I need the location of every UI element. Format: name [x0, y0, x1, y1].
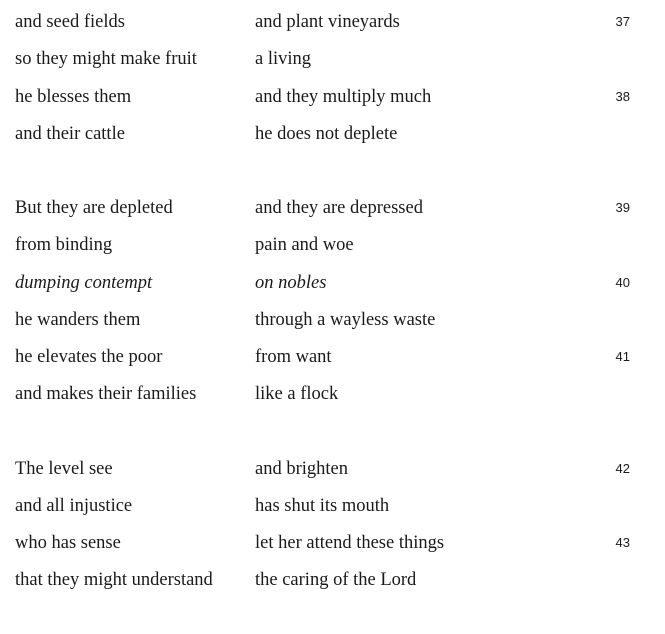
- line-right-text: he does not deplete: [255, 124, 398, 144]
- verse-number: 41: [615, 349, 630, 364]
- line-left-text: from binding: [15, 235, 113, 255]
- line-right-text: pain and woe: [255, 235, 354, 255]
- line-left-text: dumping contempt: [15, 273, 153, 293]
- poem-line: [0, 566, 665, 594]
- line-left-text: and all injustice: [15, 496, 133, 516]
- verse-number: 39: [615, 200, 630, 215]
- line-right-text: and they multiply much: [255, 87, 432, 107]
- verse-number: 43: [615, 535, 630, 550]
- line-left-text: he wanders them: [15, 310, 141, 330]
- line-right-text: on nobles: [255, 273, 327, 293]
- line-left-text: and seed fields: [15, 12, 125, 32]
- poem-line: [0, 380, 665, 408]
- poem-line: [0, 269, 665, 297]
- line-right-text: let her attend these things: [255, 533, 445, 553]
- poem-line: [0, 120, 665, 148]
- poem-line: [0, 529, 665, 557]
- verse-number: 42: [615, 461, 630, 476]
- verse-number: 40: [615, 275, 630, 290]
- poem-line: [0, 306, 665, 334]
- line-right-text: and they are depressed: [255, 198, 423, 218]
- line-left-text: that they might understand: [15, 570, 213, 590]
- line-right-text: has shut its mouth: [255, 496, 390, 516]
- line-left-text: But they are depleted: [15, 198, 173, 218]
- line-left-text: he elevates the poor: [15, 347, 163, 367]
- line-right-text: from want: [255, 347, 332, 367]
- poem-line: [0, 194, 665, 222]
- line-left-text: and their cattle: [15, 124, 125, 144]
- line-right-text: through a wayless waste: [255, 310, 436, 330]
- line-right-text: and brighten: [255, 459, 348, 479]
- line-left-text: so they might make fruit: [15, 49, 197, 69]
- poem-line: [0, 83, 665, 111]
- poem-line: [0, 492, 665, 520]
- line-left-text: who has sense: [15, 533, 121, 553]
- line-left-text: and makes their families: [15, 384, 197, 404]
- line-left-text: he blesses them: [15, 87, 132, 107]
- line-right-text: a living: [255, 49, 312, 69]
- verse-number: 38: [615, 89, 630, 104]
- line-right-text: like a flock: [255, 384, 339, 404]
- verse-number: 37: [615, 14, 630, 29]
- poem-line: [0, 343, 665, 371]
- poem-line: [0, 45, 665, 73]
- poem-line: [0, 8, 665, 36]
- poem-line: [0, 231, 665, 259]
- line-right-text: the caring of the Lord: [255, 570, 417, 590]
- line-right-text: and plant vineyards: [255, 12, 400, 32]
- poem-line: [0, 455, 665, 483]
- line-left-text: The level see: [15, 459, 113, 479]
